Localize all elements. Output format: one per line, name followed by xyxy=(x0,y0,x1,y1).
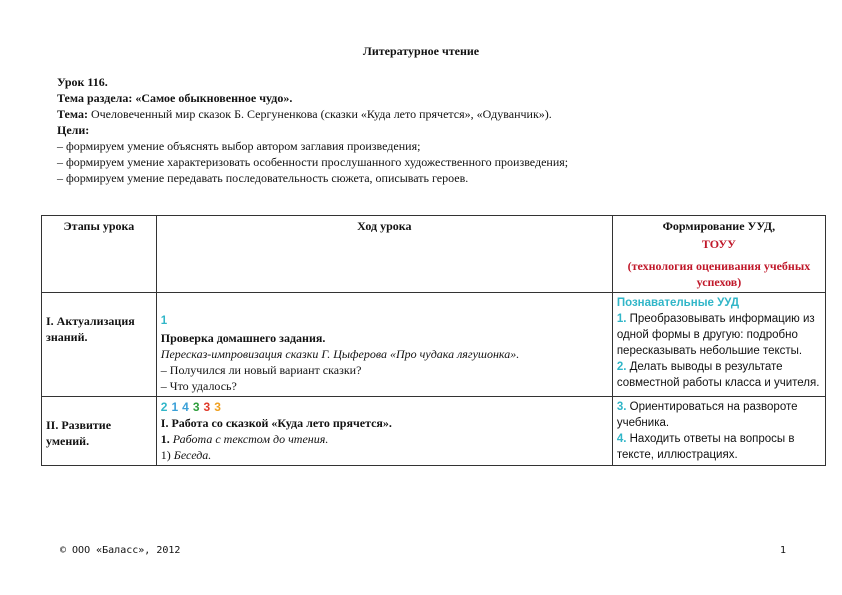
toyy-digit: 1 xyxy=(171,400,179,414)
uud-item-text: Преобразовывать информацию из одной формы в другую: подробно пересказывать небольшие тексты. xyxy=(616,313,815,357)
header-uud xyxy=(612,216,825,293)
uud-item xyxy=(617,399,821,431)
progress-cell xyxy=(156,293,612,397)
sub-step xyxy=(161,431,608,447)
sub-step-text: Работа с текстом до чтения. xyxy=(172,432,329,446)
goal-item: – формируем умение передавать последовательность сюжета, описывать героев. xyxy=(57,171,469,185)
stage-cell xyxy=(42,397,157,466)
page-number: 1 xyxy=(780,545,787,556)
step-title: Проверка домашнего задания. xyxy=(160,331,326,345)
stage-label: I. Актуализация знаний. xyxy=(46,314,135,344)
section-value: «Самое обыкновенное чудо». xyxy=(135,91,293,105)
toyy-digit: 3 xyxy=(214,400,221,414)
uud-item-number: 2. xyxy=(616,361,627,373)
uud-item-text: Ориентироваться на развороте учебника. xyxy=(616,401,798,429)
step-number: 1 xyxy=(160,315,168,327)
table-header-row xyxy=(42,216,826,293)
goals-label: Цели: xyxy=(57,123,90,137)
uud-item-text: Делать выводы в результате совместной работы класса и учителя. xyxy=(616,361,820,389)
section-label: Тема раздела: xyxy=(57,91,133,105)
copyright-footer: © ООО «Баласс», 2012 xyxy=(60,545,181,556)
uud-item-number: 4. xyxy=(616,433,627,445)
uud-item-number: 1. xyxy=(616,313,627,325)
toyy-digit: 3 xyxy=(192,400,200,414)
step-task: Пересказ-импровизация сказки Г. Цыферова «Про чудака лягушонка». xyxy=(160,347,520,361)
uud-item-text: Находить ответы на вопросы в тексте, иллюстрациях. xyxy=(616,433,795,461)
sub-step xyxy=(161,447,608,463)
uud-item xyxy=(617,359,821,391)
uud-title: Познавательные УУД xyxy=(616,297,740,309)
page-title: Литературное чтение xyxy=(362,44,480,58)
stage-label: II. Развитие умений. xyxy=(46,418,112,448)
progress-cell xyxy=(156,397,612,466)
sub-step-text: Беседа. xyxy=(173,448,212,462)
header-progress: Ход урока xyxy=(156,216,612,293)
sub-step-number: 1) xyxy=(160,448,171,462)
sub-step-number: 1. xyxy=(160,432,170,446)
uud-cell xyxy=(612,397,825,466)
toyy-digit: 3 xyxy=(203,400,211,414)
goal-item: – формируем умение характеризовать особенности прослушанного художественного произведения; xyxy=(57,155,569,169)
toyy-digit: 2 xyxy=(160,400,168,414)
question: – Что удалось? xyxy=(160,379,237,393)
table-row xyxy=(42,397,826,466)
step-title: I. Работа со сказкой «Куда лето прячется». xyxy=(160,416,392,430)
header-uud-title: Формирование УУД, xyxy=(662,219,776,233)
header-toyy-desc: (технология оценивания учебных успехов) xyxy=(627,259,811,289)
header-stages: Этапы урока xyxy=(42,216,157,293)
uud-item xyxy=(617,311,821,359)
lesson-number: Урок 116. xyxy=(57,75,108,89)
table-row xyxy=(42,293,826,397)
toyy-digits xyxy=(161,399,608,415)
header-toyy: ТОУУ xyxy=(701,237,736,251)
topic-value: Очеловеченный мир сказок Б. Сергуненкова (сказки «Куда лето прячется», «Одуванчик»). xyxy=(90,107,552,121)
topic-line xyxy=(57,106,568,122)
section-line xyxy=(57,90,568,106)
lesson-table xyxy=(41,215,826,466)
goal-item: – формируем умение объяснять выбор автором заглавия произведения; xyxy=(57,139,421,153)
topic-label: Тема: xyxy=(57,107,88,121)
lesson-header xyxy=(57,74,568,186)
question: – Получился ли новый вариант сказки? xyxy=(160,363,362,377)
toyy-digit: 4 xyxy=(182,400,189,414)
uud-item xyxy=(617,431,821,463)
uud-item-number: 3. xyxy=(616,401,627,413)
uud-cell xyxy=(612,293,825,397)
stage-cell xyxy=(42,293,157,397)
